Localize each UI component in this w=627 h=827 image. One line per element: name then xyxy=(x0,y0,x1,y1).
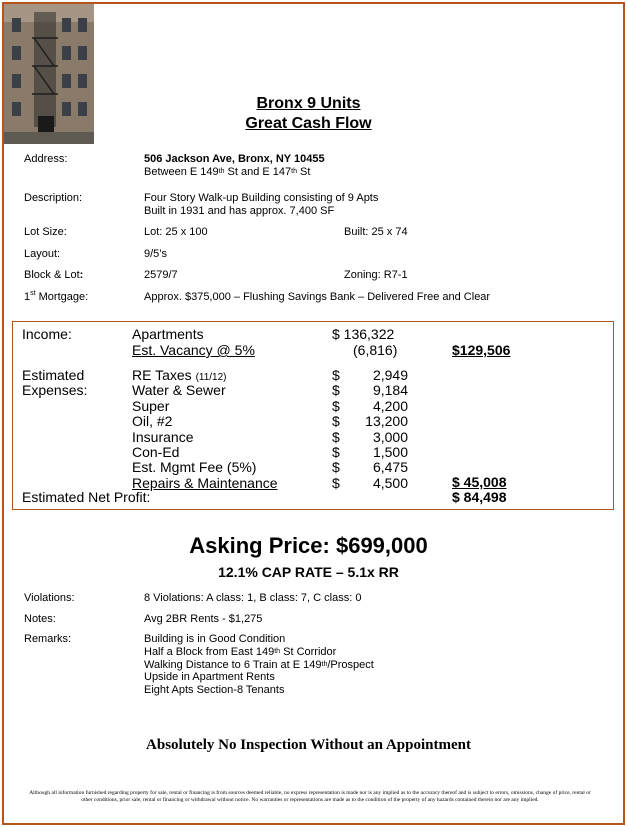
lot-size-label: Lot Size: xyxy=(24,226,67,238)
expense-dollar-sign: $ xyxy=(332,382,340,399)
block-lot-label: Block & Lot: xyxy=(24,269,84,281)
expense-amount: 4,500 xyxy=(372,474,408,491)
layout-label: Layout: xyxy=(24,248,61,260)
asking-price: Asking Price: $699,000 xyxy=(189,533,428,558)
income-total: $129,506 xyxy=(452,342,511,358)
expense-row xyxy=(132,399,408,414)
notes-value: Avg 2BR Rents - $1,275 xyxy=(144,613,263,625)
expense-name: Est. Mgmt Fee (5%) xyxy=(132,459,257,476)
expense-row xyxy=(132,460,408,475)
expenses-label-2: Expenses: xyxy=(22,382,88,398)
expense-dollar-sign: $ xyxy=(332,397,340,414)
expense-amount: 6,475 xyxy=(372,459,408,476)
apartments-value: $ 136,322 xyxy=(332,326,395,342)
expense-row xyxy=(132,476,408,491)
address-line-1: 506 Jackson Ave, Bronx, NY 10455 xyxy=(144,153,325,165)
expense-name: Oil, #2 xyxy=(132,413,173,430)
expense-dollar-sign: $ xyxy=(332,444,340,460)
expense-name: RE Taxes xyxy=(132,367,192,383)
vacancy-label: Est. Vacancy @ 5% xyxy=(132,342,255,358)
expense-amount: 3,000 xyxy=(372,428,408,445)
inspection-notice: Absolutely No Inspection Without an Appointment xyxy=(146,737,471,753)
expense-row xyxy=(132,414,408,429)
mortgage-value: Approx. $375,000 – Flushing Savings Bank – Delivered Free and Clear xyxy=(144,291,491,303)
expenses-total: $ 45,008 xyxy=(452,474,507,490)
expense-amount: 13,200 xyxy=(365,413,408,430)
mortgage-label: 1st Mortgage: xyxy=(24,290,89,303)
expense-amount: 9,184 xyxy=(372,382,408,399)
expense-name: Super xyxy=(132,397,170,414)
expense-row xyxy=(132,445,408,460)
cap-rate: 12.1% CAP RATE – 5.1x RR xyxy=(218,564,399,580)
zoning-value: Zoning: R7-1 xyxy=(344,269,408,281)
disclaimer xyxy=(20,790,600,804)
expense-dollar-sign: $ xyxy=(332,413,340,430)
expense-dollar-sign: $ xyxy=(332,367,340,383)
title-line-1: Bronx 9 Units xyxy=(256,95,361,112)
expense-name: Repairs & Maintenance xyxy=(132,474,278,491)
expense-name: Water & Sewer xyxy=(132,382,226,399)
expense-row xyxy=(132,383,408,398)
expense-amount: 4,200 xyxy=(372,397,408,414)
net-profit-label: Estimated Net Profit: xyxy=(22,489,151,505)
expense-dollar-sign: $ xyxy=(332,474,340,491)
title-line-2: Great Cash Flow xyxy=(245,115,372,132)
address-line-2: Between E 149th St and E 147th St xyxy=(144,166,311,178)
expense-name: Con-Ed xyxy=(132,444,180,460)
description-label: Description: xyxy=(24,192,83,204)
block-lot-value: 2579/7 xyxy=(144,269,178,281)
disclaimer-line-2: other conditions, prior sale, rental or financing or withdrawal without notice. No warranties or representations are made as to the condition of the property of any hazards contained therein nor are any implied. xyxy=(81,797,539,803)
income-label: Income: xyxy=(22,326,72,342)
expense-dollar-sign: $ xyxy=(332,428,340,445)
vacancy-value: (6,816) xyxy=(353,342,398,358)
remark-2: Half a Block from East 149th St Corridor xyxy=(144,646,337,658)
expense-amount: 1,500 xyxy=(372,444,408,460)
lot-size-value: Lot: 25 x 100 xyxy=(144,226,208,238)
remark-5: Eight Apts Section-8 Tenants xyxy=(144,684,285,696)
layout-value: 9/5’s xyxy=(144,248,168,260)
expense-note: (11/12) xyxy=(195,372,227,383)
disclaimer-line-1: Although all information furnished regarding property for sale, rental or financing is from sources deemed reliable, no express representation is made nor is any implied as to the accuracy thereof and is subject to errors, omissions, change of price, rental or xyxy=(29,790,591,796)
remark-4: Upside in Apartment Rents xyxy=(144,671,275,683)
address-label: Address: xyxy=(24,153,68,165)
expense-dollar-sign: $ xyxy=(332,459,340,476)
remark-1: Building is in Good Condition xyxy=(144,633,286,645)
description-line-1: Four Story Walk-up Building consisting of 9 Apts xyxy=(144,192,379,204)
financials-box xyxy=(12,321,614,510)
expense-amount: 2,949 xyxy=(372,367,408,383)
violations-label: Violations: xyxy=(24,592,75,604)
net-profit-value: $ 84,498 xyxy=(452,489,507,505)
vacancy-row xyxy=(132,343,452,358)
expense-name: Insurance xyxy=(132,428,194,445)
built-size-value: Built: 25 x 74 xyxy=(344,226,408,238)
remark-3: Walking Distance to 6 Train at E 149th/Prospect xyxy=(144,659,374,671)
remarks-label: Remarks: xyxy=(24,633,72,645)
notes-label: Notes: xyxy=(24,613,56,625)
expense-row xyxy=(132,430,408,445)
expenses-label-1: Estimated xyxy=(22,367,85,383)
description-line-2: Built in 1931 and has approx. 7,400 SF xyxy=(144,205,335,217)
violations-value: 8 Violations: A class: 1, B class: 7, C class: 0 xyxy=(144,592,362,604)
apartments-label: Apartments xyxy=(132,326,204,342)
